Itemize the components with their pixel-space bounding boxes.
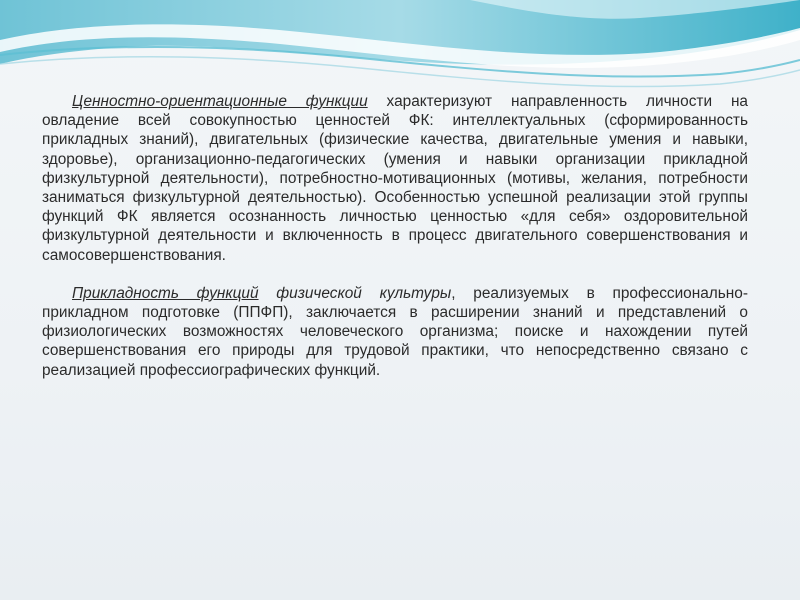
paragraph-2-lead: Прикладность функций bbox=[72, 284, 259, 302]
paragraph-2-text: , реализуемых в профессионально-прикладном подготовке (ППФП), заключается в расширении знаний и представлений о физиологических возможностях человеческого организма; поиске и нахождении путей совершенствования его природы для трудовой практики, что непосредственно связано с реализацией профессиографических функций. bbox=[42, 284, 748, 379]
paragraph-1-text: характеризуют направленность личности на овладение всей совокупностью ценностей ФК: интеллектуальных (сформированность прикладных знаний), двигательных (физические качества, двигательные умения и навыки, здоровье), организационно-педагогических (умения и навыки организации прикладной физкультурной деятельности), потребностно-мотивационных (мотивы, желания, потребности заниматься физкультурной деятельностью). Особенностью успешной реализации этой группы функций ФК является осознанность личностью ценностью «для себя» оздоровительной физкультурной деятельности и включенность в процесс двигательного совершенствования и самосовершенствования. bbox=[42, 93, 748, 264]
paragraph-1-lead: Ценностно-ориентационные функции bbox=[72, 93, 368, 110]
paragraph-2-lead-tail: физической культуры bbox=[258, 284, 452, 302]
paragraph-1 bbox=[42, 92, 748, 265]
slide-body bbox=[42, 92, 748, 380]
paragraph-2 bbox=[42, 284, 748, 380]
